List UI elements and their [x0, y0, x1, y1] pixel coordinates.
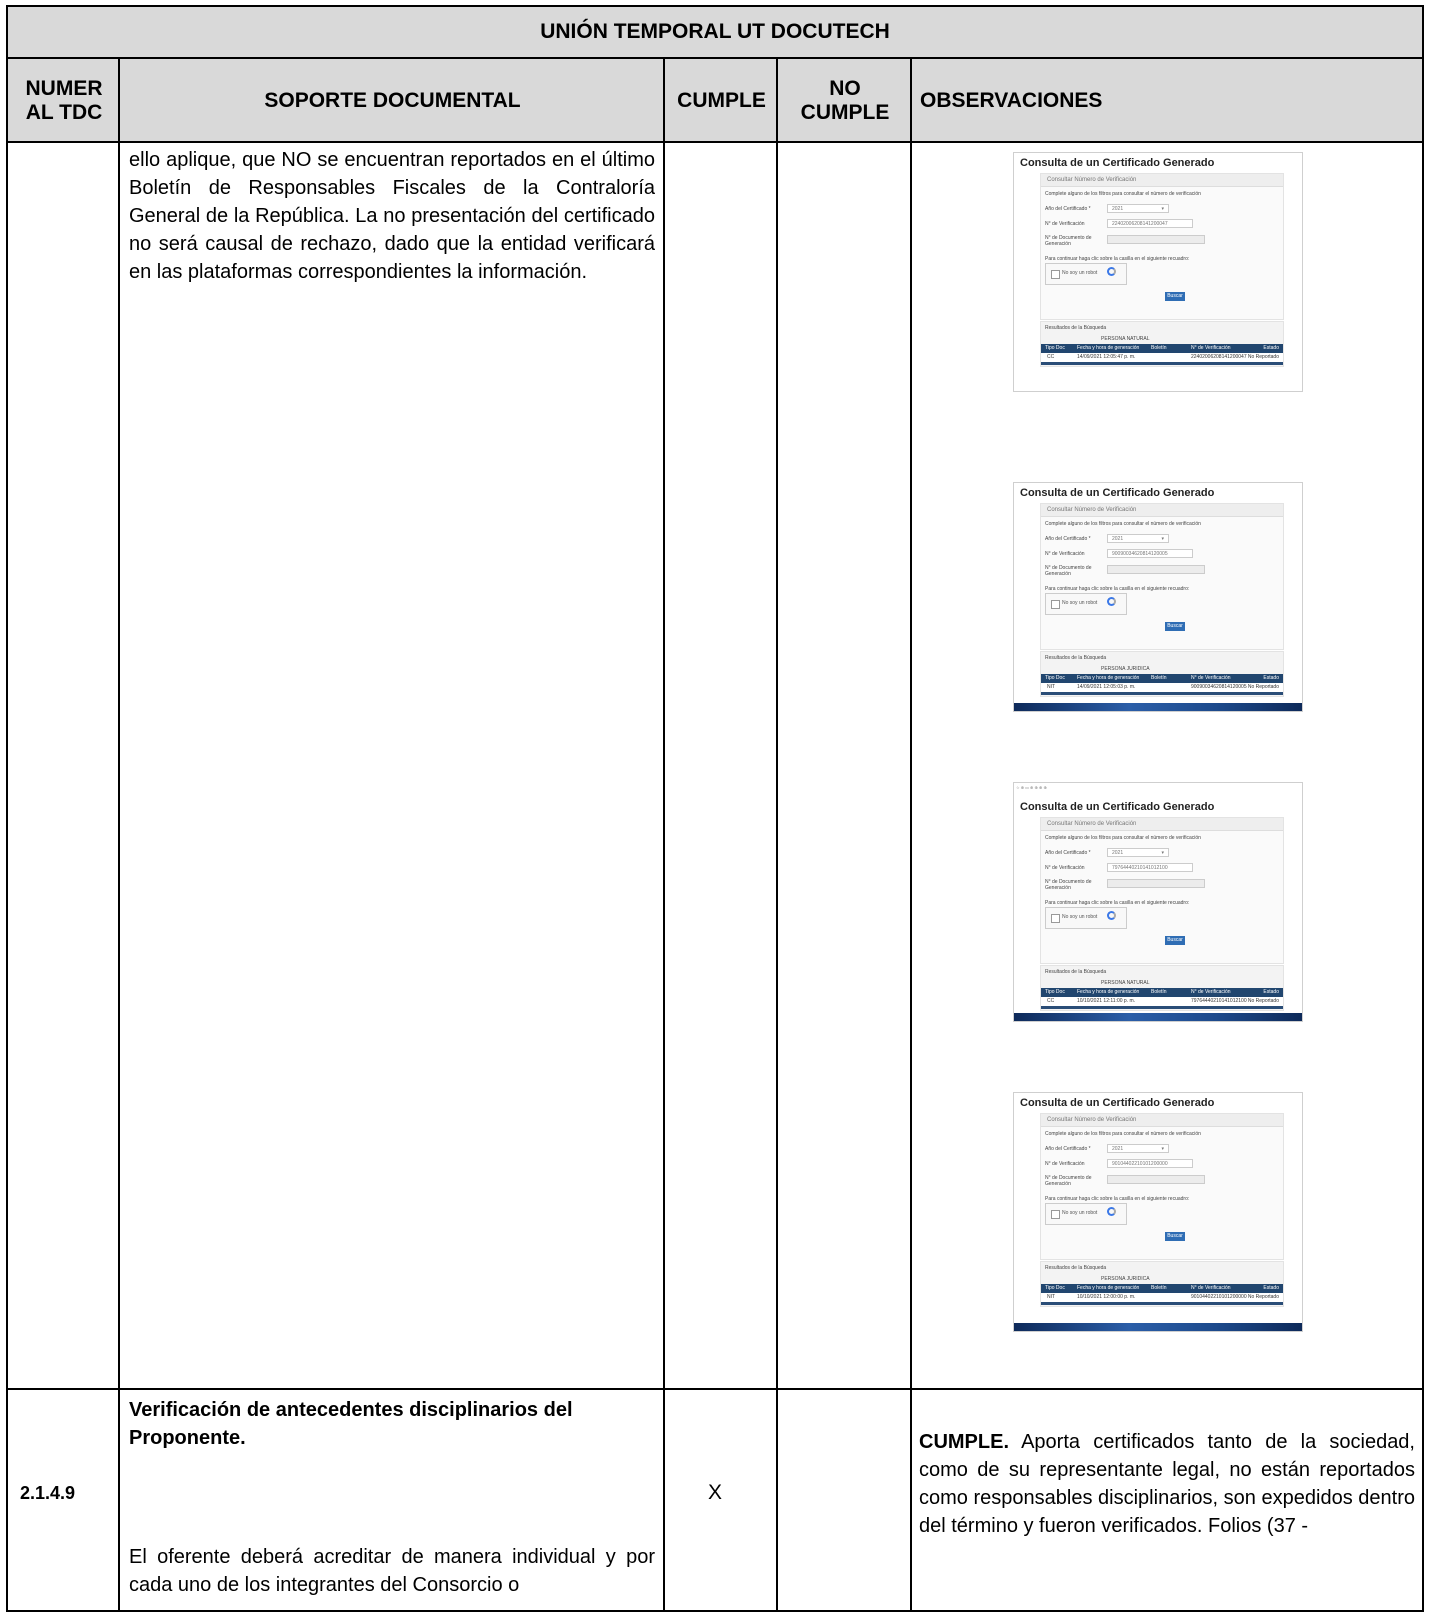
instruction-text: Complete alguno de los filtros para consultar el número de verificación	[1045, 1131, 1201, 1137]
col-boletin: Boletín	[1151, 675, 1167, 681]
verif-label: N° de Verificación	[1045, 865, 1085, 871]
row2-observaciones	[919, 1428, 1415, 1540]
header-cumple-label: CUMPLE	[677, 89, 766, 112]
year-select[interactable]	[1107, 204, 1169, 213]
year-label: Año del Certificado *	[1045, 536, 1091, 542]
person-type: PERSONA JURIDICA	[1101, 1276, 1150, 1282]
verif-label: N° de Verificación	[1045, 551, 1085, 557]
col-fecha: Fecha y hora de generación	[1077, 675, 1140, 681]
results-row	[1041, 1293, 1283, 1305]
col-tipo: Tipo Doc	[1045, 345, 1065, 351]
col-boletin: Boletín	[1151, 1285, 1167, 1291]
verif-label: N° de Verificación	[1045, 221, 1085, 227]
doc-type: CC	[1047, 998, 1055, 1004]
results-row	[1041, 997, 1283, 1009]
results-panel	[1040, 965, 1284, 1011]
captcha-widget[interactable]	[1045, 263, 1127, 285]
col-verif: N° de Verificación	[1191, 345, 1231, 351]
screenshot-title: Consulta de un Certificado Generado	[1020, 1097, 1215, 1109]
col-boletin: Boletín	[1151, 989, 1167, 995]
row2-obs-lead: CUMPLE.	[919, 1431, 1009, 1453]
person-type: PERSONA JURIDICA	[1101, 666, 1150, 672]
query-panel	[1040, 503, 1284, 650]
year-label: Año del Certificado *	[1045, 1146, 1091, 1152]
recaptcha-icon	[1107, 911, 1116, 920]
header-observaciones	[912, 59, 1424, 143]
row-divider	[8, 1388, 1422, 1390]
header-cumple	[665, 59, 778, 143]
results-header-row	[1041, 1284, 1283, 1293]
results-row	[1041, 683, 1283, 695]
col-tipo: Tipo Doc	[1045, 675, 1065, 681]
year-value: 2021	[1112, 206, 1124, 212]
captcha-label: No soy un robot	[1062, 600, 1098, 606]
header-numeral-label: NUMER AL TDC	[25, 77, 103, 124]
search-button[interactable]: Buscar	[1165, 292, 1185, 301]
results-header-row	[1041, 344, 1283, 353]
captcha-checkbox[interactable]	[1051, 600, 1060, 609]
document-input[interactable]	[1107, 879, 1205, 888]
col-fecha: Fecha y hora de generación	[1077, 1285, 1140, 1291]
document-input[interactable]	[1107, 1175, 1205, 1184]
col-tipo: Tipo Doc	[1045, 1285, 1065, 1291]
chevron-down-icon: ▾	[1161, 850, 1164, 856]
document-input[interactable]	[1107, 565, 1205, 574]
status-text: No Reportado	[1247, 684, 1279, 690]
results-panel	[1040, 1261, 1284, 1307]
results-panel	[1040, 321, 1284, 367]
row2-numeral: 2.1.4.9	[20, 1483, 76, 1503]
captcha-checkbox[interactable]	[1051, 270, 1060, 279]
certificate-screenshot	[1013, 482, 1303, 712]
person-type: PERSONA NATURAL	[1101, 336, 1150, 342]
instruction-text: Complete alguno de los filtros para consultar el número de verificación	[1045, 521, 1201, 527]
year-label: Año del Certificado *	[1045, 850, 1091, 856]
recaptcha-icon	[1107, 267, 1116, 276]
captcha-widget[interactable]	[1045, 907, 1127, 929]
header-no-cumple	[778, 59, 912, 143]
header-observaciones-label: OBSERVACIONES	[920, 89, 1103, 112]
verif-label: N° de Verificación	[1045, 1161, 1085, 1167]
year-select[interactable]	[1107, 534, 1169, 543]
results-header-row	[1041, 674, 1283, 683]
year-value: 2021	[1112, 1146, 1124, 1152]
panel-header: Consultar Número de Verificación	[1041, 504, 1283, 517]
results-row	[1041, 353, 1283, 365]
row1-soporte-text: ello aplique, que NO se encuentran reportados en el último Boletín de Responsables Fiscales de la Contraloría General de la República. La no presentación del certificado no será causal de rechazo, dado que la entidad verificará en las plataformas correspondientes la información.	[129, 149, 655, 283]
captcha-label: No soy un robot	[1062, 1210, 1098, 1216]
windows-taskbar	[1014, 703, 1302, 711]
screenshot-title: Consulta de un Certificado Generado	[1020, 157, 1215, 169]
col-verif: N° de Verificación	[1191, 1285, 1231, 1291]
doc-type: NIT	[1047, 1294, 1056, 1300]
results-panel	[1040, 651, 1284, 697]
verification-input[interactable]: 22402006208141200047	[1107, 219, 1193, 228]
col-estado: Estado	[1263, 1285, 1279, 1291]
captcha-prompt: Para continuar haga clic sobre la casilla en el siguiente recuadro:	[1045, 586, 1190, 592]
results-label: Resultados de la Búsqueda	[1045, 969, 1107, 975]
generation-date: 14/09/2021 12:05:47 p. m.	[1077, 354, 1136, 360]
doc-label: N° de Documento de Generación	[1045, 879, 1092, 891]
captcha-label: No soy un robot	[1062, 270, 1098, 276]
chevron-down-icon: ▾	[1161, 1146, 1164, 1152]
doc-label: N° de Documento de Generación	[1045, 1175, 1092, 1187]
col-verif: N° de Verificación	[1191, 989, 1231, 995]
verification-number: 90090034620814120005	[1191, 684, 1247, 690]
column-divider	[663, 59, 665, 1610]
header-numeral	[8, 59, 120, 143]
certificate-screenshot	[1013, 782, 1303, 1022]
generation-date: 10/10/2021 12:11:00 p. m.	[1077, 998, 1136, 1004]
panel-header: Consultar Número de Verificación	[1041, 1114, 1283, 1127]
captcha-checkbox[interactable]	[1051, 914, 1060, 923]
verification-input[interactable]: 90104402210101200000	[1107, 1159, 1193, 1168]
year-value: 2021	[1112, 850, 1124, 856]
search-button[interactable]: Buscar	[1165, 622, 1185, 631]
status-text: No Reportado	[1247, 1294, 1279, 1300]
doc-type: NIT	[1047, 684, 1056, 690]
evaluation-table	[6, 5, 1424, 1612]
captcha-label: No soy un robot	[1062, 914, 1098, 920]
col-fecha: Fecha y hora de generación	[1077, 989, 1140, 995]
row2-cumple-mark: X	[708, 1481, 723, 1504]
year-value: 2021	[1112, 536, 1124, 542]
row2-soporte-title: Verificación de antecedentes disciplinarios del Proponente.	[129, 1399, 573, 1449]
person-type: PERSONA NATURAL	[1101, 980, 1150, 986]
verification-number: 22402006208141200047	[1191, 354, 1247, 360]
header-soporte-label: SOPORTE DOCUMENTAL	[264, 89, 521, 112]
results-label: Resultados de la Búsqueda	[1045, 655, 1107, 661]
verification-number: 79764440210141012100	[1191, 998, 1247, 1004]
year-select[interactable]	[1107, 848, 1169, 857]
query-panel	[1040, 817, 1284, 964]
screenshot-title: Consulta de un Certificado Generado	[1020, 487, 1215, 499]
captcha-widget[interactable]	[1045, 1203, 1127, 1225]
row2-soporte-body: El oferente deberá acreditar de manera individual y por cada uno de los integrantes del Consorcio o	[129, 1546, 655, 1596]
results-label: Resultados de la Búsqueda	[1045, 1265, 1107, 1271]
panel-header: Consultar Número de Verificación	[1041, 174, 1283, 187]
screenshot-title: Consulta de un Certificado Generado	[1020, 801, 1215, 813]
col-tipo: Tipo Doc	[1045, 989, 1065, 995]
browser-bookmarks-bar: ☆ ⊕ ▭ ⊕ ⊕ ⊕ ⊕	[1016, 785, 1047, 790]
col-estado: Estado	[1263, 345, 1279, 351]
captcha-prompt: Para continuar haga clic sobre la casilla en el siguiente recuadro:	[1045, 900, 1190, 906]
panel-header: Consultar Número de Verificación	[1041, 818, 1283, 831]
document-input[interactable]	[1107, 235, 1205, 244]
verification-number: 90104402210101200000	[1191, 1294, 1247, 1300]
captcha-prompt: Para continuar haga clic sobre la casilla en el siguiente recuadro:	[1045, 256, 1190, 262]
windows-taskbar	[1014, 1013, 1302, 1021]
column-divider	[118, 59, 120, 1610]
captcha-prompt: Para continuar haga clic sobre la casilla en el siguiente recuadro:	[1045, 1196, 1190, 1202]
col-boletin: Boletín	[1151, 345, 1167, 351]
verification-input[interactable]: 79764440210141012100	[1107, 863, 1193, 872]
search-button[interactable]: Buscar	[1165, 936, 1185, 945]
col-verif: N° de Verificación	[1191, 675, 1231, 681]
query-panel	[1040, 1113, 1284, 1260]
table-title: UNIÓN TEMPORAL UT DOCUTECH	[8, 7, 1422, 59]
certificate-screenshot	[1013, 152, 1303, 392]
windows-taskbar	[1014, 1323, 1302, 1331]
doc-label: N° de Documento de Generación	[1045, 565, 1092, 577]
chevron-down-icon: ▾	[1161, 206, 1164, 212]
recaptcha-icon	[1107, 1207, 1116, 1216]
results-header-row	[1041, 988, 1283, 997]
header-bottom-border	[8, 141, 1422, 143]
column-divider	[776, 59, 778, 1610]
search-button[interactable]: Buscar	[1165, 1232, 1185, 1241]
instruction-text: Complete alguno de los filtros para consultar el número de verificación	[1045, 835, 1201, 841]
generation-date: 10/10/2021 12:00:00 p. m.	[1077, 1294, 1136, 1300]
recaptcha-icon	[1107, 597, 1116, 606]
header-soporte	[120, 59, 665, 143]
query-panel	[1040, 173, 1284, 320]
status-text: No Reportado	[1247, 998, 1279, 1004]
col-estado: Estado	[1263, 675, 1279, 681]
instruction-text: Complete alguno de los filtros para consultar el número de verificación	[1045, 191, 1201, 197]
results-label: Resultados de la Búsqueda	[1045, 325, 1107, 331]
certificate-screenshot	[1013, 1092, 1303, 1332]
year-label: Año del Certificado *	[1045, 206, 1091, 212]
generation-date: 14/09/2021 12:05:03 p. m.	[1077, 684, 1136, 690]
header-no-cumple-label: NO CUMPLE	[800, 77, 890, 124]
column-divider	[910, 59, 912, 1610]
col-fecha: Fecha y hora de generación	[1077, 345, 1140, 351]
verification-input[interactable]: 90090034620814120005	[1107, 549, 1193, 558]
doc-type: CC	[1047, 354, 1055, 360]
row2-obs-text: Aporta certificados tanto de la sociedad, como de su representante legal, no están reportados como responsables disciplinarios, son expedidos dentro del término y fueron verificados. Folios (37 -	[919, 1431, 1415, 1537]
chevron-down-icon: ▾	[1161, 536, 1164, 542]
captcha-widget[interactable]	[1045, 593, 1127, 615]
captcha-checkbox[interactable]	[1051, 1210, 1060, 1219]
status-text: No Reportado	[1247, 354, 1279, 360]
year-select[interactable]	[1107, 1144, 1169, 1153]
doc-label: N° de Documento de Generación	[1045, 235, 1092, 247]
col-estado: Estado	[1263, 989, 1279, 995]
